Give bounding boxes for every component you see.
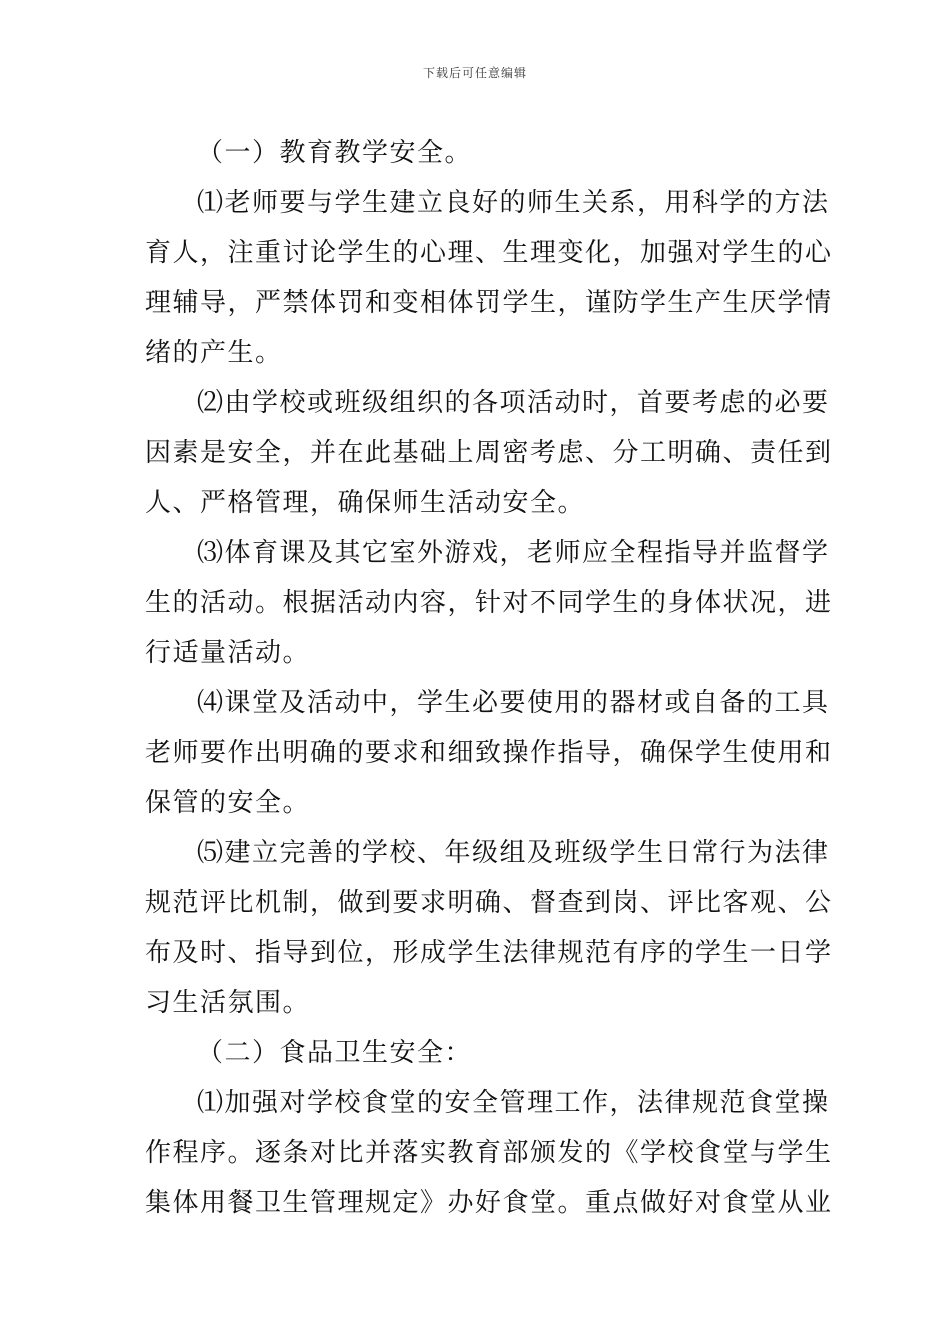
paragraph-line: ⑵由学校或班级组织的各项活动时，首要考虑的必要 <box>197 388 830 418</box>
paragraph <box>145 678 833 828</box>
paragraph-line: 老师要作出明确的要求和细致操作指导，确保学生使用和 <box>145 738 833 768</box>
paragraph-line: 理辅导，严禁体罚和变相体罚学生，谨防学生产生厌学情 <box>145 288 833 318</box>
paragraph-line: 作程序。逐条对比并落实教育部颁发的《学校食堂与学生 <box>145 1138 833 1168</box>
paragraph-line: 生的活动。根据活动内容，针对不同学生的身体状况，进 <box>145 588 833 618</box>
paragraph <box>145 528 833 678</box>
paragraph-line: 集体用餐卫生管理规定》办好食堂。重点做好对食堂从业 <box>145 1188 833 1218</box>
paragraph-line: 因素是安全，并在此基础上周密考虑、分工明确、责任到 <box>145 438 833 468</box>
paragraph-line: ⑶体育课及其它室外游戏，老师应全程指导并监督学 <box>197 538 830 568</box>
paragraph-line: 布及时、指导到位，形成学生法律规范有序的学生一日学 <box>145 938 833 968</box>
section-heading <box>145 1028 810 1078</box>
paragraph-line: ⑴加强对学校食堂的安全管理工作，法律规范食堂操 <box>197 1088 830 1118</box>
paragraph <box>145 1078 833 1228</box>
paragraph-line: ⑸建立完善的学校、年级组及班级学生日常行为法律 <box>197 838 830 868</box>
paragraph <box>145 828 833 1028</box>
paragraph-line: 习生活氛围。 <box>145 988 311 1018</box>
section-heading-text: （二）食品卫生安全： <box>197 1038 473 1068</box>
paragraph-line: 绪的产生。 <box>145 338 283 368</box>
paragraph-line: 人、严格管理，确保师生活动安全。 <box>145 488 586 518</box>
paragraph-line: 行适量活动。 <box>145 638 311 668</box>
document-body <box>145 128 833 1228</box>
paragraph-line: 规范评比机制，做到要求明确、督查到岗、评比客观、公 <box>145 888 833 918</box>
paragraph-line: ⑴老师要与学生建立良好的师生关系，用科学的方法 <box>197 188 830 218</box>
section-heading <box>145 128 810 178</box>
header-note: 下载后可任意编辑 <box>422 66 527 80</box>
paragraph <box>145 378 833 528</box>
section-heading-text: （一）教育教学安全。 <box>197 138 473 168</box>
paragraph-line: 保管的安全。 <box>145 788 311 818</box>
paragraph <box>145 178 833 378</box>
paragraph-line: ⑷课堂及活动中，学生必要使用的器材或自备的工具 <box>197 688 830 718</box>
paragraph-line: 育人，注重讨论学生的心理、生理变化，加强对学生的心 <box>145 238 833 268</box>
